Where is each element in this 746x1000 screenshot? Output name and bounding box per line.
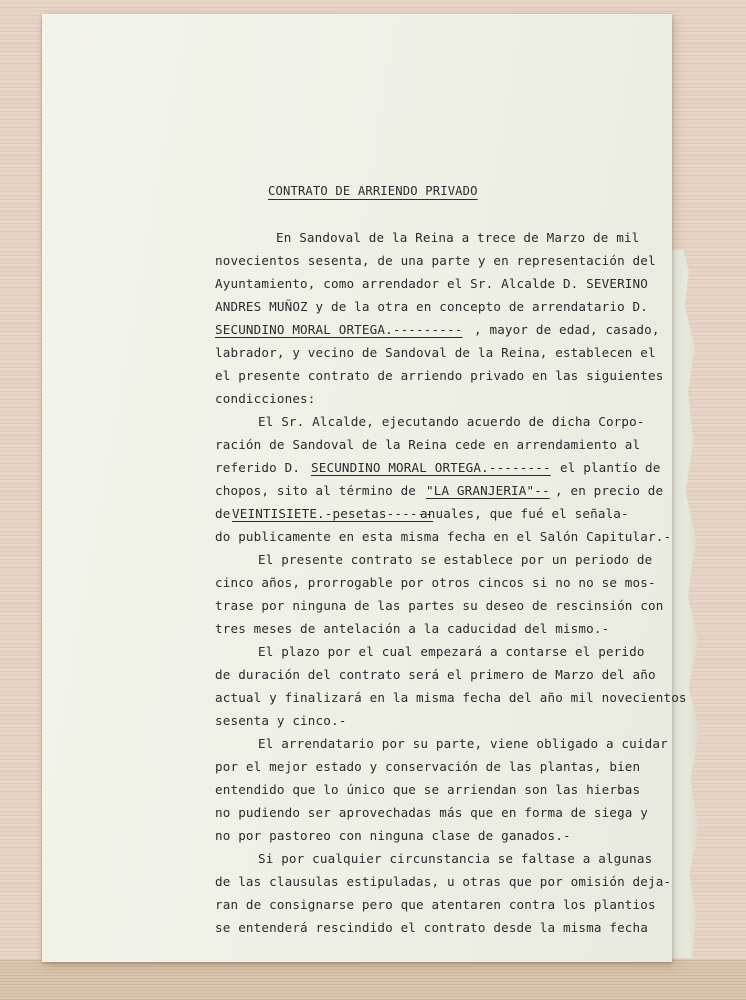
text-line: novecientos sesenta, de una parte y en representación del [215,253,656,268]
text-line: el presente contrato de arriendo privado en las siguientes [215,368,664,383]
text-line: , en precio de [555,483,664,498]
text-line: condicciones: [215,391,316,406]
text-line: anuales, que fué el señala- [420,506,629,521]
text-line: ANDRES MUÑOZ y de la otra en concepto de arrendatario D. [215,299,648,314]
text-line: actual y finalizará en la misma fecha del año mil novecientos [215,690,687,705]
text-line: ración de Sandoval de la Reina cede en arrendamiento al [215,437,641,452]
text-line: no pudiendo ser aprovechadas más que en forma de siega y [215,805,648,820]
text-line: El plazo por el cual empezará a contarse el perido [258,644,645,659]
text-line: de [215,506,231,521]
text-line: El Sr. Alcalde, ejecutando acuerdo de dicha Corpo- [258,414,645,429]
filled-precio: VEINTISIETE.-pesetas------ [232,506,434,521]
text-line: referido D. [215,460,301,475]
text-line: ran de consignarse pero que atentaren contra los plantios [215,897,656,912]
text-line: Si por cualquier circunstancia se faltase a algunas [258,851,653,866]
text-line: de las clausulas estipuladas, u otras que por omisión deja- [215,874,672,889]
document-title: CONTRATO DE ARRIENDO PRIVADO [268,184,478,198]
text-line: chopos, sito al término de [215,483,417,498]
filled-arrendatario-name-2: SECUNDINO MORAL ORTEGA.-------- [311,460,551,475]
text-line: no por pastoreo con ninguna clase de ganados.- [215,828,571,843]
text-line: por el mejor estado y conservación de las plantas, bien [215,759,641,774]
text-line: se entenderá rescindido el contrato desde la misma fecha [215,920,648,935]
text-line: do publicamente en esta misma fecha en el Salón Capitular.- [215,529,672,544]
text-line: entendido que lo único que se arriendan son las hierbas [215,782,641,797]
text-line: labrador, y vecino de Sandoval de la Reina, establecen el [215,345,656,360]
text-line: trase por ninguna de las partes su deseo de rescinsión con [215,598,664,613]
text-line: de duración del contrato será el primero de Marzo del año [215,667,656,682]
text-line: cinco años, prorrogable por otros cincos si no no se mos- [215,575,656,590]
text-line: Ayuntamiento, como arrendador el Sr. Alcalde D. SEVERINO [215,276,648,291]
text-line: El presente contrato se establece por un periodo de [258,552,653,567]
text-line: el plantío de [560,460,661,475]
filled-termino: "LA GRANJERIA"-- [426,483,550,498]
text-line: tres meses de antelación a la caducidad del mismo.- [215,621,610,636]
text-line: sesenta y cinco.- [215,713,347,728]
text-line: El arrendatario por su parte, viene obligado a cuidar [258,736,668,751]
text-line: En Sandoval de la Reina a trece de Marzo de mil [276,230,640,245]
text-line: , mayor de edad, casado, [474,322,660,337]
filled-arrendatario-name: SECUNDINO MORAL ORTEGA.--------- [215,322,463,337]
